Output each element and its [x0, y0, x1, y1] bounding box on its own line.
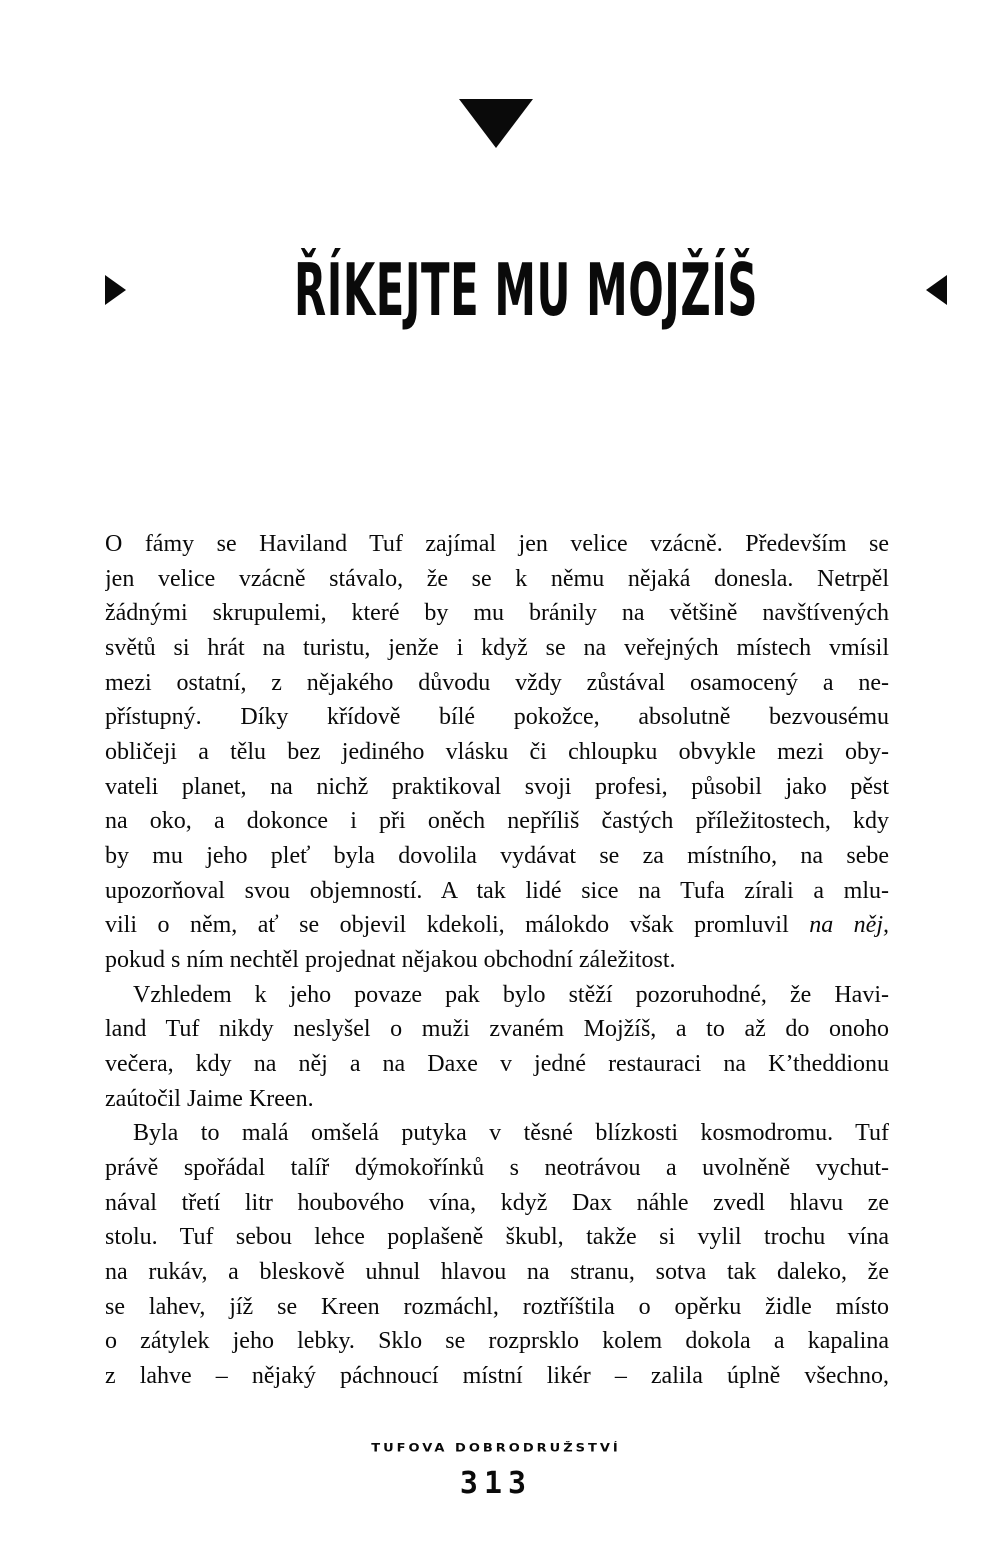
text-run: O fámy se Haviland Tuf zajímal jen velice vzácně. Především se: [105, 531, 889, 557]
text-run: Byla to malá omšelá putyka v těsné blízkosti kosmodromu. Tuf: [133, 1120, 889, 1147]
text-line: [105, 1012, 889, 1047]
text-run: stolu. Tuf sebou lehce poplašeně škubl, takže si vylil trochu vína: [105, 1224, 889, 1251]
chapter-title: ŘÍKEJTE MU MOJŽÍŠ: [294, 248, 759, 332]
text-run: večera, kdy na něj a na Daxe v jedné restauraci na K’theddionu: [105, 1051, 889, 1078]
text-line: [105, 666, 889, 701]
chapter-header: [105, 243, 889, 337]
text-line: [105, 735, 889, 770]
text-line: [105, 700, 889, 735]
text-line: [105, 804, 889, 839]
text-run: upozorňoval svou objemností. A tak lidé sice na Tufa zírali a mlu-: [105, 877, 889, 904]
text-run: světů si hrát na turistu, jenže i když se na veřejných místech vmísil: [105, 635, 889, 662]
text-line: [105, 978, 889, 1013]
text-run: jen velice vzácně stávalo, že se k němu nějaká donesla. Netrpěl: [105, 565, 889, 592]
text-run: mezi ostatní, z nějakého důvodu vždy zůstával osamocený a ne-: [105, 669, 889, 696]
text-line: [105, 1290, 889, 1325]
page-number: 313: [459, 1466, 533, 1501]
text-run: pokud s ním nechtěl projednat nějakou obchodní záležitost.: [105, 947, 676, 974]
text-run: vili o něm, ať se objevil kdekoli, málokdo však promluvil: [105, 912, 810, 939]
text-line: [105, 562, 889, 597]
text-line: [105, 596, 889, 631]
triangle-left-icon: [926, 275, 947, 305]
text-run: žádnými skrupulemi, které by mu bránily na většině navštívených: [105, 600, 889, 627]
text-line: [105, 1082, 889, 1117]
text-run: obličeji a tělu bez jediného vlásku či chloupku obvykle mezi oby-: [105, 739, 889, 766]
text-run: z lahve – nějaký páchnoucí místní likér – zalila úplně všechno,: [105, 1363, 889, 1390]
text-run: vateli planet, na nichž praktikoval svoji profesi, působil jako pěst: [105, 773, 889, 800]
text-run: přístupný. Díky křídově bílé pokožce, absolutně bezvousému: [105, 704, 889, 731]
text-line: [105, 1359, 889, 1394]
text-line: [105, 943, 889, 978]
text-line: [105, 1047, 889, 1082]
book-title: TUFOVA DOBRODRUŽSTVÍ: [371, 1442, 621, 1455]
body-text: [105, 527, 889, 1394]
text-line: [105, 1116, 889, 1151]
text-run: by mu jeho pleť byla dovolila vydávat se za místního, na sebe: [105, 843, 889, 870]
paragraph: [105, 978, 889, 1117]
text-run: nával třetí litr houbového vína, když Dax náhle zvedl hlavu ze: [105, 1189, 889, 1216]
triangle-down-icon: [459, 99, 533, 148]
text-line: [105, 1220, 889, 1255]
text-run: zaútočil Jaime Kreen.: [105, 1085, 314, 1112]
text-line: [105, 527, 889, 562]
text-line: [105, 874, 889, 909]
text-line: [105, 631, 889, 666]
text-run: Vzhledem k jeho povaze pak bylo stěží pozoruhodné, že Havi-: [133, 981, 889, 1008]
paragraph: [105, 1116, 889, 1393]
text-line: [105, 1186, 889, 1221]
text-run: právě spořádal talíř dýmokořínků s neotrávou a uvolněně vychut-: [105, 1155, 889, 1182]
text-line: [105, 908, 889, 943]
text-run: land Tuf nikdy neslyšel o muži zvaném Mojžíš, a to až do onoho: [105, 1016, 889, 1043]
text-line: [105, 770, 889, 805]
text-run: o zátylek jeho lebky. Sklo se rozprsklo kolem dokola a kapalina: [105, 1328, 889, 1355]
emphasized-text: na něj,: [809, 912, 889, 939]
text-line: [105, 1324, 889, 1359]
text-line: [105, 1255, 889, 1290]
text-run: na rukáv, a bleskově uhnul hlavou na stranu, sotva tak daleko, že: [105, 1259, 889, 1286]
text-line: [105, 1151, 889, 1186]
paragraph: [105, 527, 889, 978]
text-line: [105, 839, 889, 874]
text-run: se lahev, jíž se Kreen rozmáchl, roztříštila o opěrku židle místo: [105, 1293, 889, 1320]
text-run: na oko, a dokonce i při oněch nepříliš častých příležitostech, kdy: [105, 808, 889, 835]
triangle-right-icon: [105, 275, 126, 305]
